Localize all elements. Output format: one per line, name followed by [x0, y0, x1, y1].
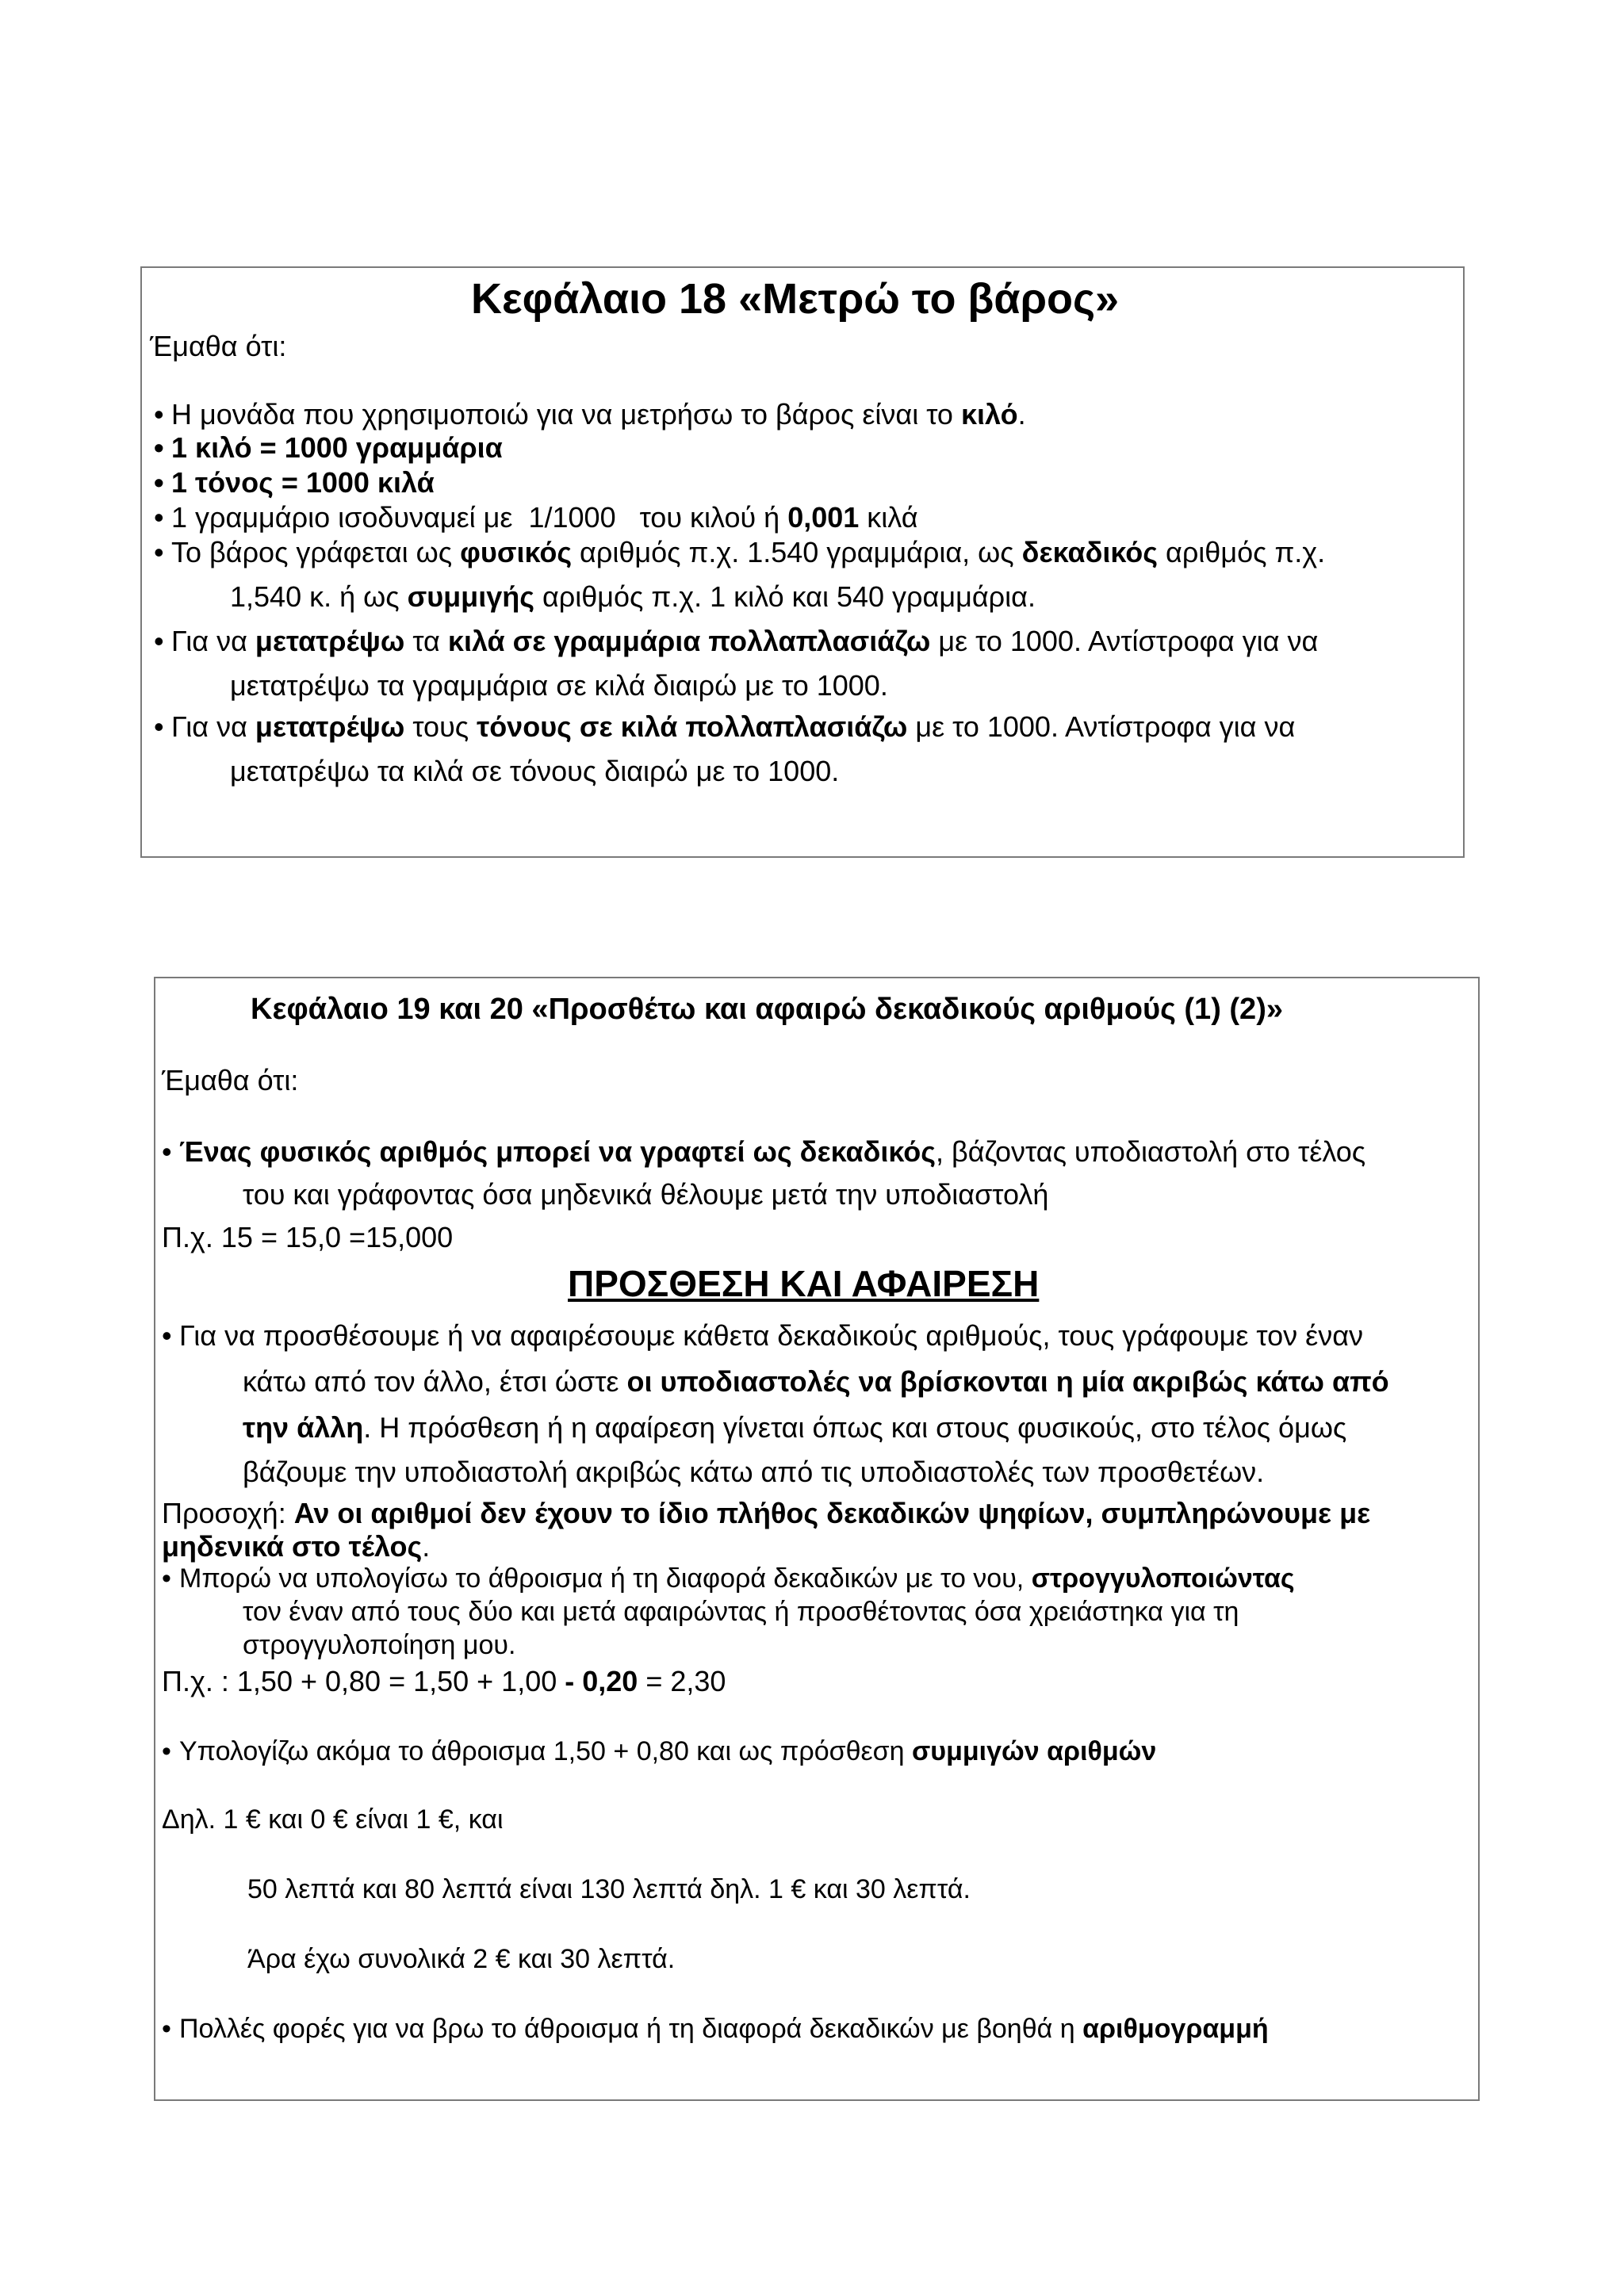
bullet-icon: •	[162, 1563, 171, 1594]
chapter-19-20-line: Π.χ. 15 = 15,0 =15,000	[162, 1221, 454, 1253]
chapter-19-20-line: μηδενικά στο τέλος.	[162, 1530, 431, 1563]
chapter-18-line: • Το βάρος γράφεται ως φυσικός αριθμός π.χ. 1.540 γραμμάρια, ως δεκαδικός αριθμός π.χ.	[154, 536, 1326, 568]
chapter-19-20-line: • Υπολογίζω ακόμα το άθροισμα 1,50 + 0,80 και ως πρόσθεση συμμιγών αριθμών	[162, 1736, 1157, 1766]
chapter-19-20-line: • Για να προσθέσουμε ή να αφαιρέσουμε κάθετα δεκαδικούς αριθμούς, τους γράφουμε τον έναν	[162, 1319, 1364, 1352]
bullet-icon: •	[154, 625, 164, 657]
chapter-18-title: Κεφάλαιο 18 «Μετρώ το βάρος»	[471, 275, 1120, 323]
chapter-18-intro: Έμαθα ότι:	[150, 330, 287, 362]
bullet-icon: •	[154, 501, 164, 534]
section-heading: ΠΡΟΣΘΕΣΗ ΚΑΙ ΑΦΑΙΡΕΣΗ	[568, 1263, 1040, 1304]
bullet-icon: •	[162, 1135, 172, 1168]
bullet-icon: •	[162, 2014, 171, 2044]
chapter-18-line: • Για να μετατρέψω τους τόνους σε κιλά πολλαπλασιάζω με το 1000. Αντίστροφα για να	[154, 710, 1296, 743]
chapter-19-20-line: • Μπορώ να υπολογίσω το άθροισμα ή τη διαφορά δεκαδικών με το νου, στρογγυλοποιώντας	[162, 1563, 1295, 1594]
chapter-19-20-line: Άρα έχω συνολικά 2 € και 30 λεπτά.	[247, 1944, 676, 1974]
chapter-18-line: • 1 τόνος = 1000 κιλά	[154, 466, 435, 499]
chapter-19-20-line: στρογγυλοποίηση μου.	[243, 1630, 516, 1660]
chapter-19-20-line: Προσοχή: Αν οι αριθμοί δεν έχουν το ίδιο πλήθος δεκαδικών ψηφίων, συμπληρώνουμε με	[162, 1497, 1371, 1529]
bullet-icon: •	[154, 398, 164, 430]
bullet-icon: •	[154, 431, 164, 464]
bullet-icon: •	[162, 1319, 172, 1352]
chapter-19-20-title: Κεφάλαιο 19 και 20 «Προσθέτω και αφαιρώ δεκαδικούς αριθμούς (1) (2)»	[251, 993, 1283, 1026]
chapter-18-line: μετατρέψω τα κιλά σε τόνους διαιρώ με το 1000.	[230, 755, 840, 787]
chapter-18-line: 1,540 κ. ή ως συμμιγής αριθμός π.χ. 1 κιλό και 540 γραμμάρια.	[230, 580, 1036, 613]
chapter-18-line: • 1 γραμμάριο ισοδυναμεί με 1/1000 του κιλού ή 0,001 κιλά	[154, 501, 918, 534]
chapter-18-line: μετατρέψω τα γραμμάρια σε κιλά διαιρώ με το 1000.	[230, 669, 888, 702]
chapter-18-line: • 1 κιλό = 1000 γραμμάρια	[154, 431, 503, 464]
chapter-18-line: • Η μονάδα που χρησιμοποιώ για να μετρήσω το βάρος είναι το κιλό.	[154, 398, 1026, 430]
chapter-19-20-line: • Πολλές φορές για να βρω το άθροισμα ή τη διαφορά δεκαδικών με βοηθά η αριθμογραμμή	[162, 2014, 1269, 2044]
chapter-19-20-line: βάζουμε την υποδιαστολή ακριβώς κάτω από τις υποδιαστολές των προσθετέων.	[243, 1456, 1265, 1488]
chapter-19-20-intro: Έμαθα ότι:	[162, 1064, 299, 1096]
chapter-19-20-line: την άλλη. Η πρόσθεση ή η αφαίρεση γίνεται όπως και στους φυσικούς, στο τέλος όμως	[243, 1411, 1347, 1444]
bullet-icon: •	[162, 1736, 171, 1766]
bullet-icon: •	[154, 466, 164, 499]
chapter-19-20-line: τον έναν από τους δύο και μετά αφαιρώντας ή προσθέτοντας όσα χρειάστηκα για τη	[243, 1597, 1239, 1627]
chapter-19-20-line: Π.χ. : 1,50 + 0,80 = 1,50 + 1,00 - 0,20 = 2,30	[162, 1665, 726, 1697]
chapter-19-20-line: κάτω από τον άλλο, έτσι ώστε οι υποδιαστολές να βρίσκονται η μία ακριβώς κάτω από	[243, 1365, 1389, 1398]
bullet-icon: •	[154, 536, 164, 568]
chapter-19-20-line: του και γράφοντας όσα μηδενικά θέλουμε μετά την υποδιαστολή	[243, 1178, 1049, 1211]
bullet-icon: •	[154, 710, 164, 743]
chapter-19-20-line: • Ένας φυσικός αριθμός μπορεί να γραφτεί ως δεκαδικός, βάζοντας υποδιαστολή στο τέλος	[162, 1135, 1366, 1168]
chapter-19-20-line: 50 λεπτά και 80 λεπτά είναι 130 λεπτά δηλ. 1 € και 30 λεπτά.	[247, 1874, 971, 1904]
chapter-18-line: • Για να μετατρέψω τα κιλά σε γραμμάρια πολλαπλασιάζω με το 1000. Αντίστροφα για να	[154, 625, 1319, 657]
chapter-19-20-line: Δηλ. 1 € και 0 € είναι 1 €, και	[162, 1804, 504, 1835]
